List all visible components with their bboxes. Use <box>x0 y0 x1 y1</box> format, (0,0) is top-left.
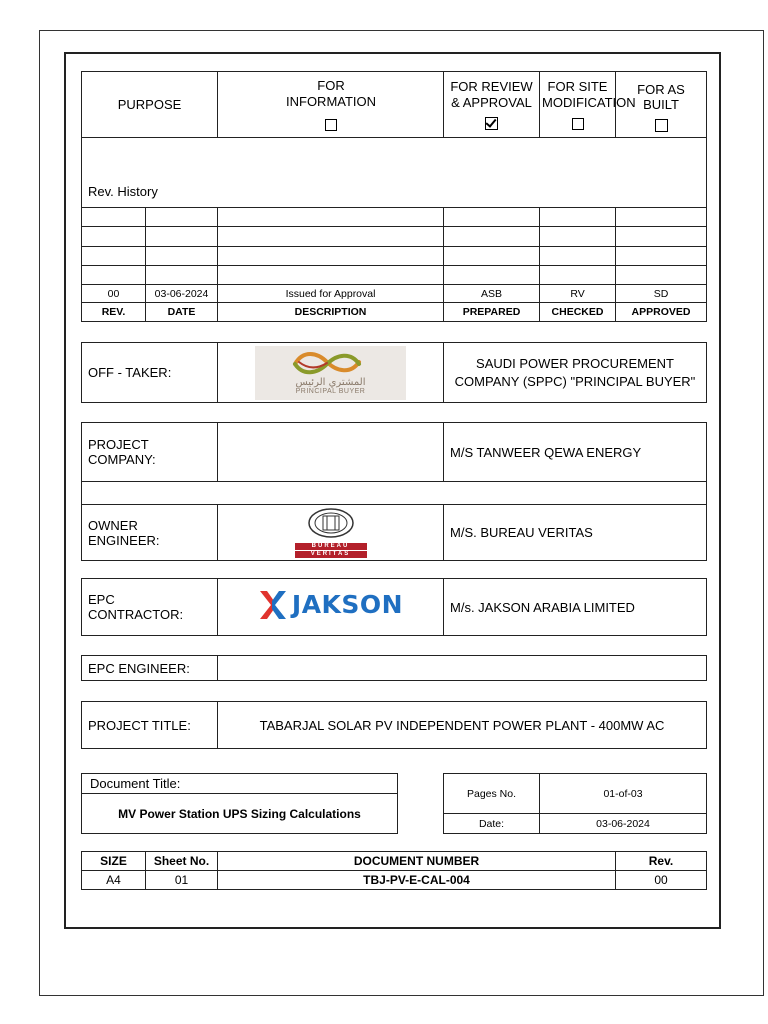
spacer-row <box>82 482 707 505</box>
document-title-label: Document Title: <box>82 774 398 794</box>
sppc-logo <box>255 346 406 400</box>
rev-history-label: Rev. History <box>82 138 707 208</box>
document-number-header: DOCUMENT NUMBER <box>218 852 616 871</box>
epc-engineer-table <box>81 655 707 681</box>
project-company-value: M/S TANWEER QEWA ENERGY <box>444 423 707 482</box>
rev-header: Rev. <box>616 852 707 871</box>
project-title-label: PROJECT TITLE: <box>82 702 218 749</box>
owner-engineer-label: OWNER ENGINEER: <box>82 505 218 561</box>
checkbox-as-built[interactable] <box>655 119 668 132</box>
rev-description-cell: Issued for Approval <box>218 285 444 303</box>
rev-value: 00 <box>616 871 707 890</box>
rev-empty-row <box>82 208 707 227</box>
rev-empty-row <box>82 266 707 285</box>
purpose-row <box>82 72 707 138</box>
epc-contractor-table <box>81 578 707 636</box>
rev-header: DATE <box>146 303 218 322</box>
project-title-table <box>81 701 707 749</box>
purpose-revision-table <box>81 71 707 322</box>
date-value: 03-06-2024 <box>540 814 707 834</box>
epc-contractor-label: EPC CONTRACTOR: <box>82 579 218 636</box>
document-number-table <box>81 851 707 890</box>
pages-label: Pages No. <box>444 774 540 814</box>
owner-engineer-value: M/S. BUREAU VERITAS <box>444 505 707 561</box>
rev-empty-row <box>82 247 707 266</box>
bureau-veritas-seal-icon <box>295 508 367 538</box>
epc-contractor-logo-cell <box>218 579 444 636</box>
rev-checked-cell: RV <box>540 285 616 303</box>
purpose-label: PURPOSE <box>82 72 218 138</box>
size-value: A4 <box>82 871 146 890</box>
rev-row <box>82 285 707 303</box>
jakson-logo <box>258 589 403 621</box>
rev-column-headers <box>82 303 707 322</box>
sppc-logo-english: PRINCIPAL BUYER <box>295 387 366 395</box>
project-company-label: PROJECT COMPANY: <box>82 423 218 482</box>
pages-date-table <box>443 773 707 834</box>
size-header: SIZE <box>82 852 146 871</box>
document-number-value: TBJ-PV-E-CAL-004 <box>218 871 616 890</box>
rev-date-cell: 03-06-2024 <box>146 285 218 303</box>
bureau-veritas-logo <box>295 508 367 558</box>
checkbox-site-modification[interactable] <box>572 118 584 130</box>
purpose-option-label: FOR REVIEW & APPROVAL <box>450 79 533 111</box>
bureau-veritas-band-bottom: VERITAS <box>295 551 367 558</box>
off-taker-value: SAUDI POWER PROCUREMENT COMPANY (SPPC) "PRINCIPAL BUYER" <box>444 343 707 403</box>
sheet-value: 01 <box>146 871 218 890</box>
purpose-option-site-modification <box>540 72 636 138</box>
rev-header: REV. <box>82 303 146 322</box>
epc-engineer-value <box>218 656 707 681</box>
purpose-option-label: FOR INFORMATION <box>286 78 377 109</box>
jakson-wordmark: JAKSON <box>291 590 404 619</box>
rev-header: DESCRIPTION <box>218 303 444 322</box>
rev-header: CHECKED <box>540 303 616 322</box>
date-label: Date: <box>444 814 540 834</box>
rev-header: APPROVED <box>616 303 707 322</box>
off-taker-table <box>81 342 707 403</box>
checkbox-information[interactable] <box>325 119 337 131</box>
rev-history-header-row <box>82 138 707 208</box>
bureau-veritas-band-top: BUREAU <box>295 543 367 550</box>
purpose-option-label: FOR SITE MODIFICATION <box>542 79 636 110</box>
jakson-mark-icon <box>258 589 288 621</box>
sheet-header: Sheet No. <box>146 852 218 871</box>
rev-empty-row <box>82 227 707 247</box>
sppc-logo-arabic: المشتري الرئيس <box>295 376 366 388</box>
project-owner-table <box>81 422 707 561</box>
pages-value: 01-of-03 <box>540 774 707 814</box>
checkbox-review-approval[interactable] <box>485 117 498 130</box>
epc-contractor-value: M/s. JAKSON ARABIA LIMITED <box>444 579 707 636</box>
epc-engineer-label: EPC ENGINEER: <box>82 656 218 681</box>
owner-engineer-logo-cell <box>218 505 444 561</box>
document-title-value: MV Power Station UPS Sizing Calculations <box>82 794 398 834</box>
rev-header: PREPARED <box>444 303 540 322</box>
rev-prepared-cell: ASB <box>444 285 540 303</box>
project-company-logo-cell <box>218 423 444 482</box>
document-title-table <box>81 773 398 834</box>
off-taker-logo-cell <box>218 343 444 403</box>
purpose-option-information <box>218 72 444 138</box>
rev-cell: 00 <box>82 285 146 303</box>
rev-approved-cell: SD <box>616 285 707 303</box>
off-taker-label: OFF - TAKER: <box>82 343 218 403</box>
purpose-option-review <box>444 72 540 138</box>
purpose-option-label: FOR AS BUILT <box>637 82 685 112</box>
project-title-value: TABARJAL SOLAR PV INDEPENDENT POWER PLANT - 400MW AC <box>218 702 707 749</box>
